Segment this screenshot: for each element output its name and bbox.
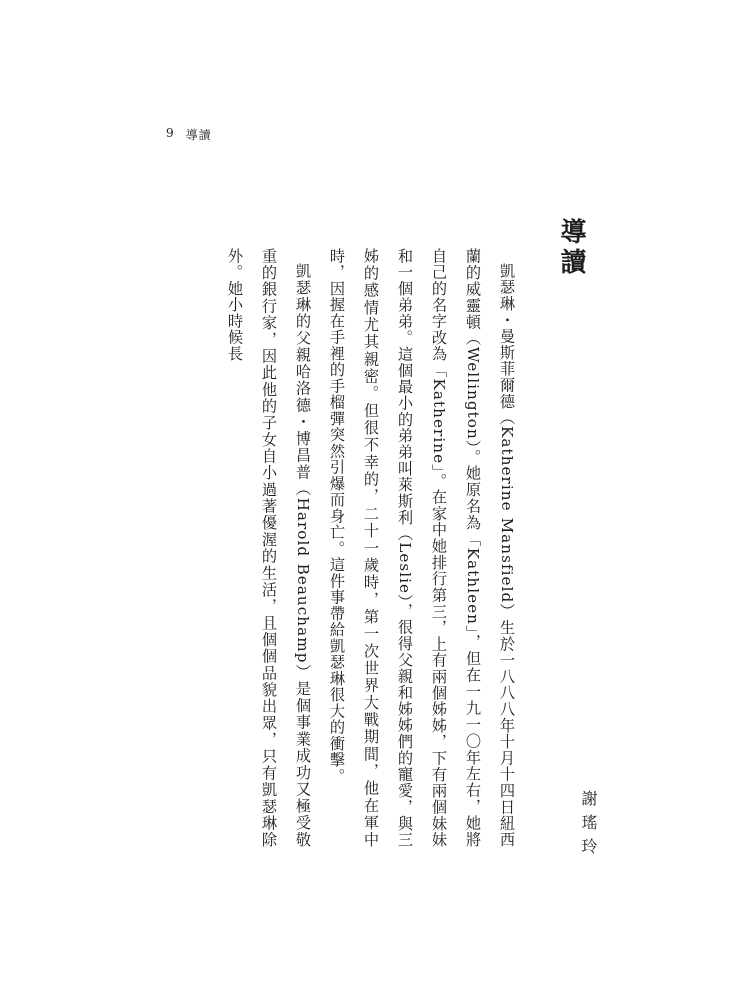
- body-text: [218, 248, 524, 848]
- chapter-title: 導讀: [556, 218, 586, 278]
- author-name: 謝瑤玲: [579, 790, 598, 862]
- paragraph: 凱瑟琳・曼斯菲爾德（Katherine Mansfield）生於一八八八年十月十四日紐西蘭的威靈頓（Wellington）。她原名為「Kathleen」，但在一九一〇年左右，她將自己的名字改為「Katherine」。在家中她排行第三，上有兩個姊姊，下有兩個妹妹和一個弟弟。這個最小的弟弟叫萊斯利（Leslie），很得父親和姊姊們的寵愛，與三姊的感情尤其親密。但很不幸的，二十一歲時，第一次世界大戰期間，他在軍中時，因握在手裡的手榴彈突然引爆而身亡。這件事帶給凱瑟琳很大的衝擊。: [328, 248, 516, 848]
- paragraph: 凱瑟琳的父親哈洛德・博昌普（Harold Beauchamp）是個事業成功又極受敬重的銀行家，因此他的子女自小過著優渥的生活，且個個品貌出眾，只有凱瑟琳除外。她小時候長: [226, 248, 312, 848]
- running-header: [166, 126, 212, 143]
- page-number: 9: [166, 126, 175, 140]
- running-title: 導讀: [185, 128, 212, 142]
